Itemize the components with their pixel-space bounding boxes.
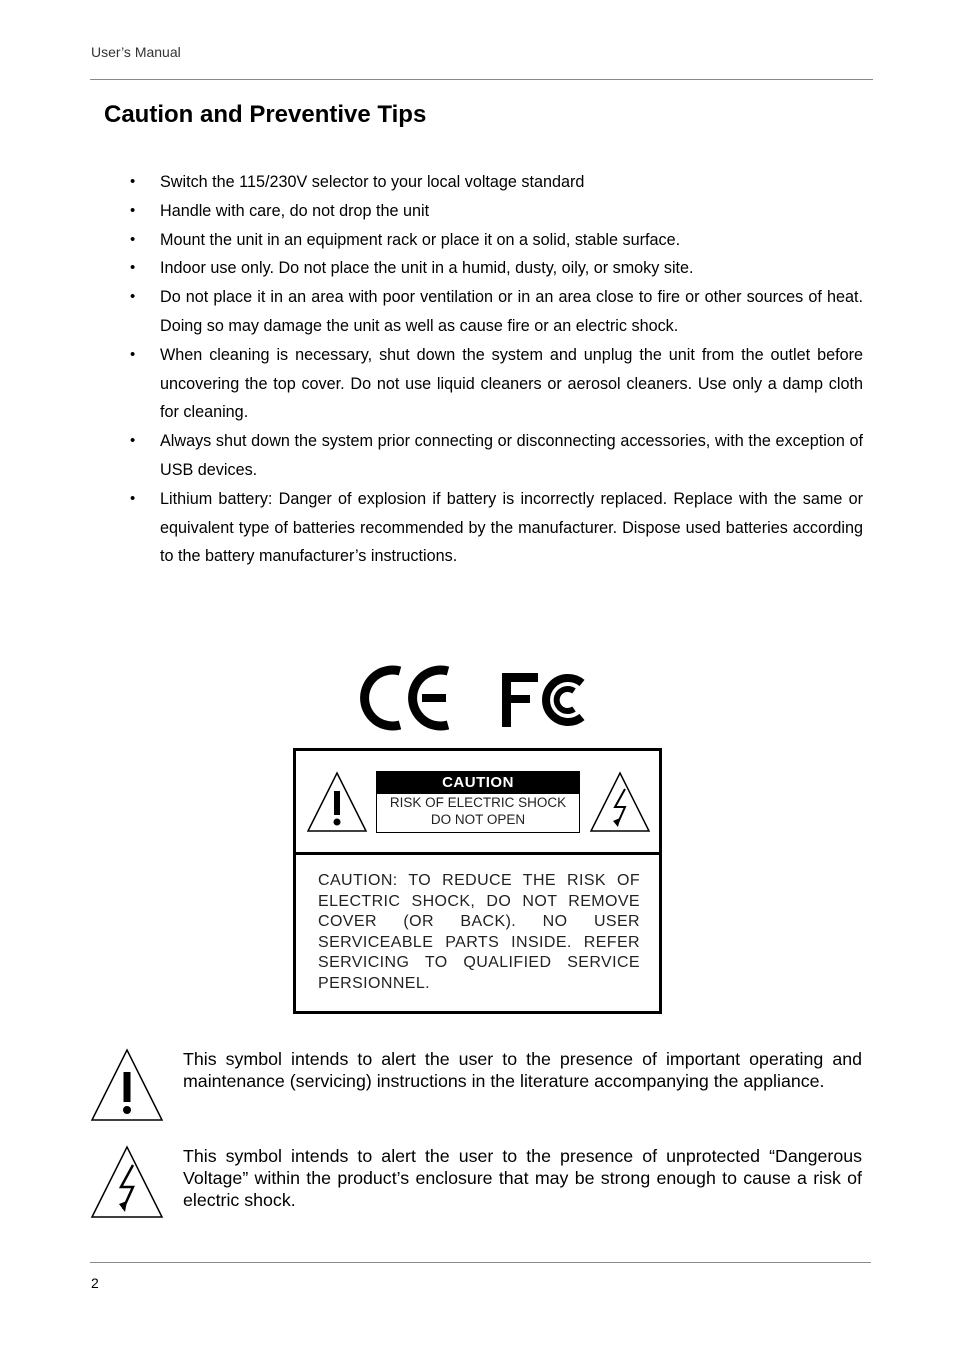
tips-list — [130, 168, 863, 571]
caution-label-header — [296, 751, 659, 855]
list-item-text: Handle with care, do not drop the unit — [160, 201, 430, 220]
list-item — [130, 427, 863, 485]
caution-line-1: RISK OF ELECTRIC SHOCK — [389, 795, 567, 810]
symbol-description-exclamation: This symbol intends to alert the user to the presence of important operating and maintenance (servicing) instructions in the literature accompanying the appliance. — [183, 1049, 862, 1091]
exclamation-triangle-icon — [90, 1048, 164, 1122]
bullet: • — [130, 173, 136, 190]
list-item-text: Mount the unit in an equipment rack or place it on a solid, stable surface. — [160, 230, 681, 249]
header-rule — [90, 79, 873, 80]
lightning-triangle-icon — [589, 771, 651, 833]
list-item-text: Do not place it in an area with poor ventilation or in an area close to fire or other sources of heat. Doing so may damage the unit as well as cause fire or an electric shock. — [160, 288, 863, 335]
page-title: Caution and Preventive Tips — [104, 101, 427, 128]
caution-label — [293, 748, 662, 1014]
list-item-text: Switch the 115/230V selector to your local voltage standard — [160, 173, 585, 191]
bullet: • — [130, 489, 136, 507]
list-item — [130, 226, 863, 255]
symbol-description-lightning: This symbol intends to alert the user to the presence of unprotected “Dangerous Voltage” within the product’s enclosure that may be strong enough to cause a risk of electric shock. — [183, 1146, 862, 1210]
page-number: 2 — [91, 1275, 99, 1291]
fc-logo — [500, 669, 592, 731]
list-item — [130, 254, 863, 283]
footer-rule — [90, 1262, 871, 1263]
bullet: • — [130, 288, 136, 306]
ce-logo — [360, 663, 456, 733]
lightning-triangle-icon — [90, 1145, 164, 1219]
header-text: User’s Manual — [91, 44, 181, 60]
bullet: • — [130, 230, 136, 248]
bullet: • — [130, 201, 136, 219]
caution-line-2: DO NOT OPEN — [430, 812, 526, 827]
list-item-text: When cleaning is necessary, shut down the system and unplug the unit from the outlet before uncovering the top cover. Do not use liquid cleaners or aerosol cleaners. Use only a damp cloth for cleaning. — [160, 345, 863, 422]
caution-heading: CAUTION — [377, 772, 579, 794]
list-item — [130, 485, 863, 571]
list-item — [130, 341, 863, 427]
bullet: • — [130, 432, 136, 450]
exclamation-triangle-icon — [306, 771, 368, 833]
list-item-text: Indoor use only. Do not place the unit in a humid, dusty, oily, or smoky site. — [160, 259, 694, 278]
list-item — [130, 283, 863, 341]
list-item — [130, 197, 863, 226]
list-item — [130, 168, 863, 197]
caution-box — [376, 771, 580, 833]
list-item-text: Always shut down the system prior connecting or disconnecting accessories, with the exception of USB devices. — [160, 432, 863, 479]
bullet: • — [130, 259, 136, 277]
list-item-text: Lithium battery: Danger of explosion if battery is incorrectly replaced. Replace with the same or equivalent type of batteries recommended by the manufacturer. Dispose used batteries according to the battery manufacturer’s instructions. — [160, 489, 863, 566]
caution-body: CAUTION: TO REDUCE THE RISK OF ELECTRIC SHOCK, DO NOT REMOVE COVER (OR BACK). NO USER SERVICEABLE PARTS INSIDE. REFER SERVICING TO QUALIFIED SERVICE PERSIONNEL. — [318, 872, 640, 992]
bullet: • — [130, 345, 136, 363]
